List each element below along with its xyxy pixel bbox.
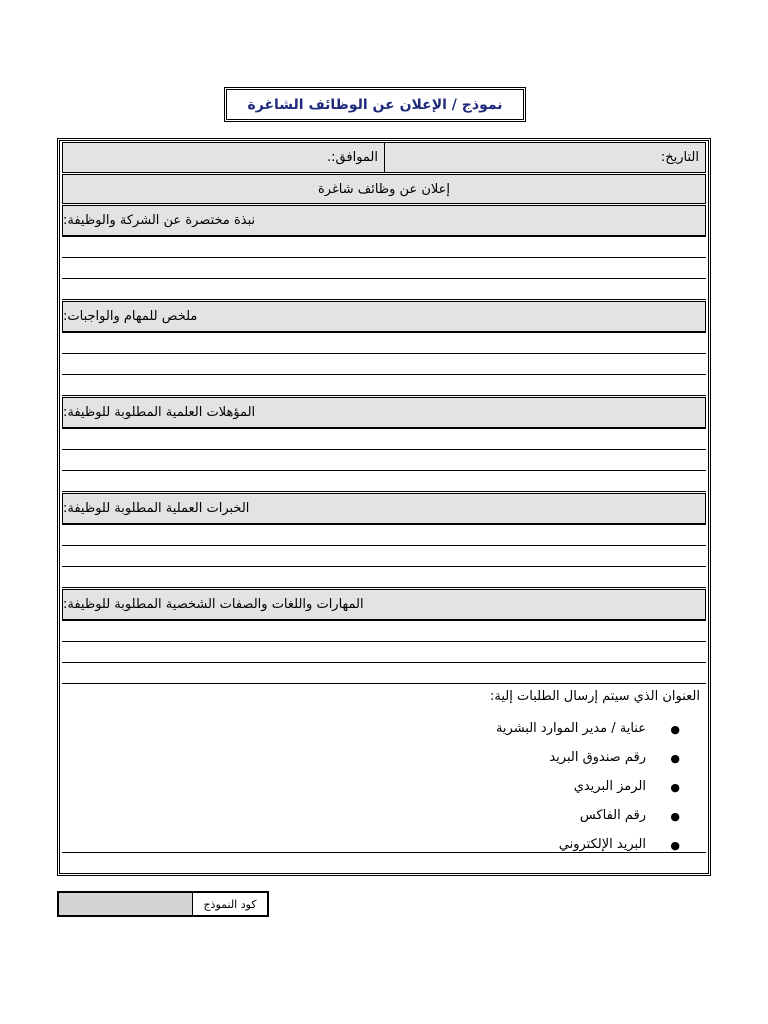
address-item: رقم صندوق البريد: [549, 750, 646, 765]
form-heading-row: [62, 174, 706, 204]
date-row: [62, 142, 706, 173]
section-experience-line-2[interactable]: [62, 546, 706, 567]
section-skills-line-2[interactable]: [62, 642, 706, 663]
section-qualifications-line-1[interactable]: [62, 429, 706, 450]
address-item: عناية / مدير الموارد البشرية: [495, 721, 646, 736]
section-company-header: [62, 205, 706, 237]
section-company-line-1[interactable]: [62, 237, 706, 258]
section-skills-line-3[interactable]: [62, 663, 706, 684]
address-item: رقم الفاكس: [579, 808, 646, 823]
bullet-icon: ●: [670, 810, 680, 823]
section-label: المؤهلات العلمية المطلوبة للوظيفة:: [63, 405, 256, 420]
form-title-box: [224, 87, 526, 122]
section-duties-header: [62, 301, 706, 333]
form-code-label: كود النموذج: [203, 897, 257, 911]
corresponding-label: الموافق:.: [327, 150, 378, 165]
corresponding-cell[interactable]: [63, 143, 385, 172]
bullet-icon: ●: [670, 839, 680, 852]
section-experience-line-1[interactable]: [62, 525, 706, 546]
form-heading: إعلان عن وظائف شاغرة: [317, 181, 451, 197]
list-item: [496, 801, 680, 830]
section-experience-header: [62, 493, 706, 525]
section-company-line-3[interactable]: [62, 279, 706, 300]
section-company-line-2[interactable]: [62, 258, 706, 279]
form-code-box: [57, 891, 269, 917]
section-experience-line-3[interactable]: [62, 567, 706, 588]
section-duties-line-3[interactable]: [62, 375, 706, 396]
date-label: التاريخ:: [660, 150, 699, 165]
bullet-icon: ●: [670, 752, 680, 765]
section-duties-line-1[interactable]: [62, 333, 706, 354]
section-qualifications-line-3[interactable]: [62, 471, 706, 492]
section-skills-header: [62, 589, 706, 621]
section-qualifications-line-2[interactable]: [62, 450, 706, 471]
address-item: البريد الإلكتروني: [558, 837, 646, 852]
bullet-icon: ●: [670, 781, 680, 794]
section-qualifications-header: [62, 397, 706, 429]
section-label: المهارات واللغات والصفات الشخصية المطلوبة للوظيفة:: [63, 597, 364, 612]
address-block: [62, 684, 706, 853]
address-item: الرمز البريدي: [573, 779, 646, 794]
list-item: [496, 772, 680, 801]
form-code-value[interactable]: [59, 893, 193, 915]
address-list: [496, 714, 680, 859]
section-duties-line-2[interactable]: [62, 354, 706, 375]
form-title: نموذج / الإعلان عن الوظائف الشاغرة: [247, 96, 503, 113]
address-bottom-line[interactable]: [62, 854, 706, 872]
section-label: نبذة مختصرة عن الشركة والوظيفة:: [63, 213, 256, 228]
date-cell[interactable]: [385, 143, 705, 172]
section-skills-line-1[interactable]: [62, 621, 706, 642]
address-label: العنوان الذي سيتم إرسال الطلبات إلية:: [490, 689, 700, 704]
list-item: [496, 743, 680, 772]
section-label: ملخص للمهام والواجبات:: [63, 309, 198, 324]
section-label: الخبرات العملية المطلوبة للوظيفة:: [63, 501, 250, 516]
list-item: [496, 714, 680, 743]
vacancy-form: [57, 138, 711, 876]
bullet-icon: ●: [670, 723, 680, 736]
